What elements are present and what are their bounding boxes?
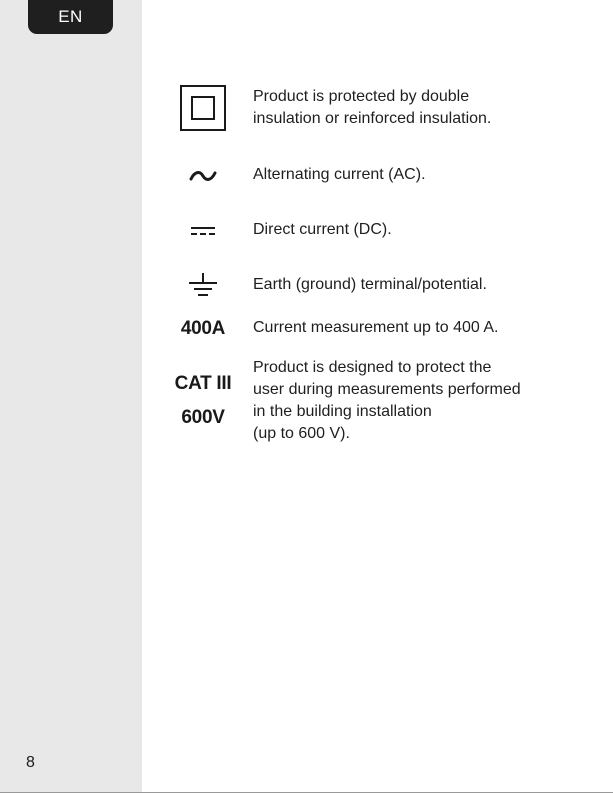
symbol-description: Direct current (DC).	[253, 221, 392, 238]
symbol-row-400a	[160, 316, 600, 342]
double-insulation-icon	[160, 84, 246, 132]
symbol-row-ac	[160, 163, 600, 189]
symbol-description: Earth (ground) terminal/potential.	[253, 276, 487, 293]
symbol-row-dc	[160, 218, 600, 244]
symbol-row-cat-iii	[160, 357, 600, 449]
dc-icon	[160, 218, 246, 244]
page-number: 8	[26, 754, 35, 771]
current-rating-symbol: 400A	[180, 318, 226, 339]
symbol-row-double-insulation	[160, 84, 600, 132]
symbol-description: Current measurement up to 400 A.	[253, 319, 499, 336]
ac-icon	[160, 163, 246, 189]
category-rating-symbol: CAT III 600V	[174, 373, 232, 428]
language-badge: EN	[28, 0, 113, 34]
symbol-row-earth	[160, 270, 600, 300]
symbol-description: Product is protected by double insulation or reinforced insulation.	[253, 88, 492, 127]
symbol-description: Alternating current (AC).	[253, 166, 426, 183]
symbol-description: Product is designed to protect the user during measurements performed in the building installation (up to 600 V).	[253, 359, 521, 442]
sidebar	[0, 0, 142, 793]
earth-ground-icon	[160, 270, 246, 300]
